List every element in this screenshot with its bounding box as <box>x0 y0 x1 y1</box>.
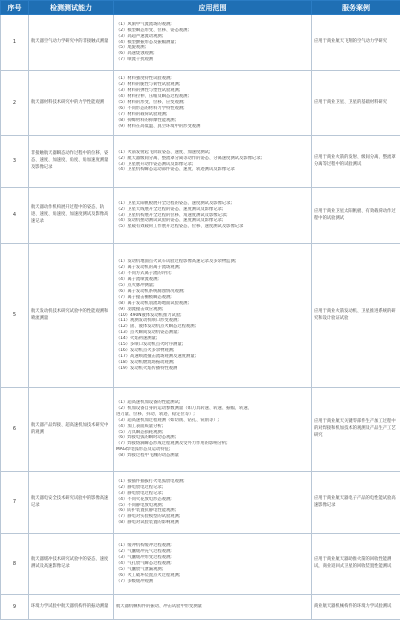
cell-cases: 应用于商业卫星、卫星的基础材料研究 <box>312 71 400 136</box>
scope-line: （1）材料强度特性试验观测; <box>116 76 172 82</box>
scope-line: （4）材料拉伸、压缩及瞬态过程观测; <box>116 94 189 100</box>
scope-line: （3）材料的弹性与塑性试验观测; <box>116 88 181 94</box>
scope-line: （8）抑爆材料的抑爆性能观测; <box>116 117 177 123</box>
cell-scope <box>114 244 312 388</box>
table-row <box>1 534 400 595</box>
cell-seq: 2 <box>1 71 29 136</box>
cell-cases: 应用于商业航天器电子产品的电性能试验高速影像记录 <box>312 472 400 534</box>
scope-line: 进刀量、位移、抖动、轨迹、稳定位等）; <box>116 411 195 417</box>
cell-ability: 航天器产品焊接、超高速机加技术研究中的观测 <box>29 388 114 472</box>
scope-line: （1）火箭发射起飞阶段姿态、速度、加速度测试; <box>116 149 211 155</box>
scope-line: （6）高速烧蚀观测; <box>116 51 155 57</box>
scope-line: （7）喷流干扰观测 <box>116 57 154 63</box>
scope-line: （2）卫星天线展开全过程的姿态、速度测试及影像记录; <box>116 206 224 212</box>
scope-line: （2）离子发动机的离子流场观测; <box>116 265 181 271</box>
header-ability: 检测测试能力 <box>29 1 114 15</box>
cell-scope <box>114 15 312 71</box>
scope-line: （10）490N液体发动机推力试验; <box>116 312 182 318</box>
cell-seq: 8 <box>1 534 29 595</box>
cell-ability: 航天器动作机构展开过程中的姿态、轨迹、速度、角速度、加速度测试及影像高速记录 <box>29 188 114 244</box>
cell-cases: 应用于商业卫星太阳帆板、有效载荷动作过程中的试验测试 <box>312 188 400 244</box>
cell-cases: 应用于商业航天飞翔的空气动力学研究 <box>312 15 400 71</box>
table-row <box>1 595 400 620</box>
table-row <box>1 244 400 388</box>
scope-line: （6）焊接电弧的瞬时动态观测; <box>116 435 177 441</box>
scope-line: （4）气孔放气瞬态过程观测; <box>116 561 172 567</box>
scope-line: （1）缓冲机构缓冲过程观测; <box>116 543 172 549</box>
header-scope: 应用范围 <box>114 1 312 15</box>
cell-seq: 1 <box>1 15 29 71</box>
cell-ability: 航天器缓冲技术研究试验中的姿态、速度测试及高速影像记录 <box>29 534 114 595</box>
table-row <box>1 388 400 472</box>
scope-line: （6）火工破坏装置点火过程观测; <box>116 572 181 578</box>
scope-line: （3）卫星机构展开全过程的位移、角速度测试及影像记录; <box>116 212 228 218</box>
scope-line: （4）卫星机构瞬态运动部件姿态、速度、轨迹测试及影像记录 <box>116 167 235 173</box>
scope-line: （2）航天器级间分离、整流罩分离等动作的姿态、分离速度测试及影像记录; <box>116 155 262 161</box>
scope-line: （3）不同方式离子流的评价; <box>116 271 172 277</box>
table-row <box>1 15 400 71</box>
cell-cases: 应用于商业航天关键零部件生产加工过程中的对焊接和机加技术的观测及产品生产工艺研究 <box>312 388 400 472</box>
scope-line: （2）静电放电过程记录; <box>116 484 164 490</box>
scope-line: （3）气囊缓冲形变过程观测; <box>116 555 172 561</box>
cell-cases: 商业航天器机械构件的环境力学试验测试 <box>312 595 400 620</box>
scope-line: （5）尾旋观测; <box>116 45 146 51</box>
cell-cases: 应用于商业火箭发动机、卫星推进系统的研究和设计验证试验 <box>312 244 400 388</box>
scope-line: （3）卫星展开动作姿态测试及影像记录; <box>116 161 194 167</box>
scope-line: （11）观测发动机喷口形变观测; <box>116 318 179 324</box>
cell-ability: 环境力学试验中航天器机构件的振动测量 <box>29 595 114 620</box>
scope-line: （5）点火脉冲测量; <box>116 283 155 289</box>
scope-line: （3）静电放电过程记录; <box>116 490 164 496</box>
scope-line: （4）模型颤振形态及振幅测量; <box>116 39 177 45</box>
scope-line: （2）气囊缓冲充气过程观测; <box>116 549 172 555</box>
scope-line: （6）防护装置抗静电性能观测; <box>116 508 177 514</box>
scope-line: （4）不同火花放电形态观测; <box>116 496 172 502</box>
scope-line: （6）不同形态的材料力学特性观测; <box>116 105 185 111</box>
cell-ability: 航天器电安全技术研究试验中的影像高速记录 <box>29 472 114 534</box>
cell-scope <box>114 534 312 595</box>
cell-scope <box>114 71 312 136</box>
cell-scope <box>114 136 312 188</box>
scope-line: （12）固、液体发动机点火瞬态过程观测; <box>116 324 196 330</box>
cell-cases: 应用于商业航天器助推火箭的回收性能测试，商业返回式卫星的回收装置性能测试 <box>312 534 400 595</box>
scope-line: （1）卫星太阳帆板展开全过程的姿态、速度测试及影像记录; <box>116 200 232 206</box>
cell-seq: 9 <box>1 595 29 620</box>
scope-line: （2）模型瞬态形变、位移、姿态观测; <box>116 27 189 33</box>
header-row <box>1 1 400 15</box>
scope-line: （16）发动机点火多余物观测; <box>116 347 175 353</box>
cell-scope <box>114 595 312 620</box>
scope-line: （19）发动机火焰传播特性观测 <box>116 365 178 371</box>
header-seq: 序号 <box>1 1 29 15</box>
table-row <box>1 472 400 534</box>
scope-line: （5）刀具瞬态损耗观测; <box>116 429 164 435</box>
scope-line: （6）离子发动机系统腐蚀情况观测; <box>116 288 185 294</box>
cell-ability: 非接触航天器瞬态动作过程中的位移、姿态、速度、加速度、角度、角加速度测量及影像记录 <box>29 136 114 188</box>
scope-line: （14）火焰初速测量; <box>116 336 158 342</box>
table-row <box>1 71 400 136</box>
scope-line: （13）点火瞬间发动机姿态测量; <box>116 330 179 336</box>
scope-line: （7）离子撞击栅极瞬态观测; <box>116 294 172 300</box>
cell-ability: 航天发动机技术研究试验中的性能观测和喷流测量 <box>29 244 114 388</box>
scope-line: （5）材料的形变、位移、应变观测; <box>116 100 185 106</box>
scope-line: （1）风洞中气流流场的观测; <box>116 21 172 27</box>
header-cases: 服务案例 <box>312 1 400 15</box>
scope-line: （2）机加设备自身的运动参数测量（如刀具转速、转速、振幅、转速、 <box>116 405 252 411</box>
scope-line: （18）发动机燃烧场振动观测; <box>116 359 175 365</box>
cell-seq: 6 <box>1 388 29 472</box>
scope-line: （1）接插件插拔打火电弧放电观测; <box>116 478 185 484</box>
scope-line: （8）静电对试验装置的影响观测 <box>116 520 179 526</box>
scope-line: （7）多级缓冲观测 <box>116 578 154 584</box>
scope-line: （9）羽流撞击效应观测; <box>116 306 164 312</box>
scope-line: （7）静电对实验模型的试验观测; <box>116 514 181 520</box>
scope-line: （3）高超声速流动观测; <box>116 33 164 39</box>
scope-line: （5）气囊放气泄漏观测; <box>116 566 164 572</box>
cell-scope <box>114 472 312 534</box>
scope-line: （4）加工表面质量分析; <box>116 423 164 429</box>
cell-scope <box>114 188 312 244</box>
table-row <box>1 188 400 244</box>
scope-line: （8）焊接过程中飞溅的动态测量 <box>116 453 179 459</box>
cell-seq: 3 <box>1 136 29 188</box>
scope-line: MAG焊电弧形态及运动特征; <box>116 447 171 453</box>
table-body <box>1 15 400 620</box>
cell-ability: 航天器材料技术研究中的力学性能观测 <box>29 71 114 136</box>
scope-line: （17）高速喷流撞击流场观测及速度测量; <box>116 353 196 359</box>
scope-line: （15）多喷口发动机点火时序测量; <box>116 342 184 348</box>
scope-line: （8）离子发动机羽流场地面试验观测; <box>116 300 189 306</box>
scope-line: （7）材料的载荷试验观测; <box>116 111 168 117</box>
cell-cases: 应用于商业火箭的发射、级间分离、整流罩分离等过程中的试验测试 <box>312 136 400 188</box>
scope-line: （5）不同静电放电观测; <box>116 502 164 508</box>
scope-line: （5）星载有效载荷工作展开过程姿态、位移、速度测试及影像记录 <box>116 224 244 230</box>
cell-scope <box>114 388 312 472</box>
cell-seq: 7 <box>1 472 29 534</box>
scope-line: （4）发动机摆动测试试验的姿态、速度测试及影像记录; <box>116 218 224 224</box>
cell-seq: 5 <box>1 244 29 388</box>
scope-line: （4）离子流喷流观测; <box>116 277 159 283</box>
scope-line: 航天器机械构件的振动、冲击试验中形变测量 <box>116 604 202 610</box>
cell-ability: 航天器空气动力学研究中的非接触式测量 <box>29 15 114 71</box>
scope-line: （9）材料在高低温、真空环境中的形变观测 <box>116 123 201 129</box>
scope-line: （7）焊接熔滴瞬态形成过程观测及受外力作用的影响分析; <box>116 441 228 447</box>
scope-line: （1）超高速机加设备的性能测试; <box>116 399 181 405</box>
cell-seq: 4 <box>1 188 29 244</box>
table-row <box>1 136 400 188</box>
scope-line: （3）超高速机加过程观测（如切削、钻孔、铣削等）; <box>116 417 220 423</box>
scope-line: （2）材料的脆性与韧性试验观测; <box>116 82 181 88</box>
scope-line: （1）发动机地面点火试车试验过程影像高速记录及多余物监测; <box>116 259 237 265</box>
